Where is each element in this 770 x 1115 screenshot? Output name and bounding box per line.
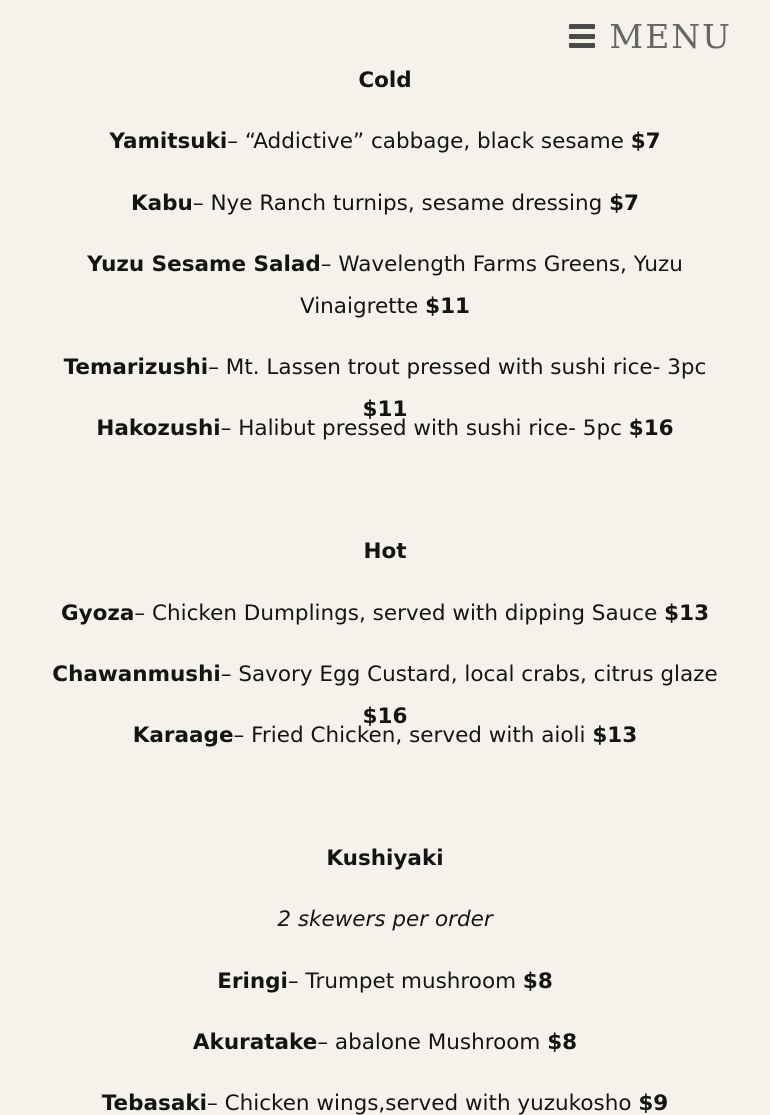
menu-item-eringi	[40, 961, 730, 1003]
menu-label[interactable]: MENU	[609, 16, 732, 56]
item-price: $8	[547, 1030, 578, 1055]
item-price: $16	[628, 416, 674, 441]
menu-item-gyoza	[40, 593, 730, 635]
menu-toggle-button[interactable]	[569, 14, 732, 58]
item-description: – Fried Chicken, served with aioli	[233, 723, 586, 748]
section-title-cold: Cold	[358, 68, 412, 93]
menu-item-yamitsuki	[40, 121, 730, 163]
item-name: Kabu	[131, 191, 193, 216]
item-price: $13	[592, 723, 638, 748]
item-description: – “Addictive” cabbage, black sesame	[227, 129, 624, 154]
item-name: Yuzu Sesame Salad	[87, 252, 321, 277]
item-description: – Chicken wings,served with yuzukosho	[207, 1091, 632, 1115]
item-name: Temarizushi	[63, 355, 209, 380]
menu-item-kabu	[40, 183, 730, 225]
item-description: – Mt. Lassen trout pressed with sushi rice- 3pc	[208, 355, 707, 380]
item-name: Tebasaki	[101, 1091, 207, 1115]
item-price: $9	[638, 1091, 669, 1115]
hamburger-icon[interactable]	[569, 24, 595, 48]
item-price: $13	[664, 601, 710, 626]
item-description: – Chicken Dumplings, served with dipping Sauce	[134, 601, 658, 626]
item-description: – Nye Ranch turnips, sesame dressing	[192, 191, 603, 216]
item-price: $7	[609, 191, 639, 216]
item-price: $11	[362, 397, 408, 422]
item-name: Karaage	[132, 723, 234, 748]
menu-item-yuzu-sesame-salad	[40, 244, 730, 328]
item-price: $8	[522, 969, 553, 994]
item-description: – Halibut pressed with sushi rice- 5pc	[220, 416, 622, 441]
item-name: Eringi	[217, 969, 288, 994]
item-name: Hakozushi	[96, 416, 221, 441]
menu-item-hakozushi	[40, 408, 730, 450]
item-name: Yamitsuki	[109, 129, 228, 154]
item-name: Chawanmushi	[52, 662, 221, 687]
section-note: 2 skewers per order	[277, 907, 493, 932]
item-description: – Trumpet mushroom	[287, 969, 517, 994]
menu-item-karaage	[40, 715, 730, 757]
item-price: $16	[362, 704, 408, 729]
section-title-hot: Hot	[363, 539, 407, 564]
item-name: Gyoza	[60, 601, 135, 626]
item-description: – abalone Mushroom	[317, 1030, 541, 1055]
section-title-kushiyaki: Kushiyaki	[326, 846, 444, 871]
item-description: – Savory Egg Custard, local crabs, citrus glaze	[220, 662, 718, 687]
menu-item-tebasaki	[40, 1083, 730, 1115]
item-price: $7	[630, 129, 661, 154]
item-description: – Wavelength Farms Greens, Yuzu Vinaigrette	[299, 252, 683, 319]
menu-item-akuratake	[40, 1022, 730, 1064]
item-name: Akuratake	[192, 1030, 318, 1055]
item-price: $11	[425, 294, 471, 319]
